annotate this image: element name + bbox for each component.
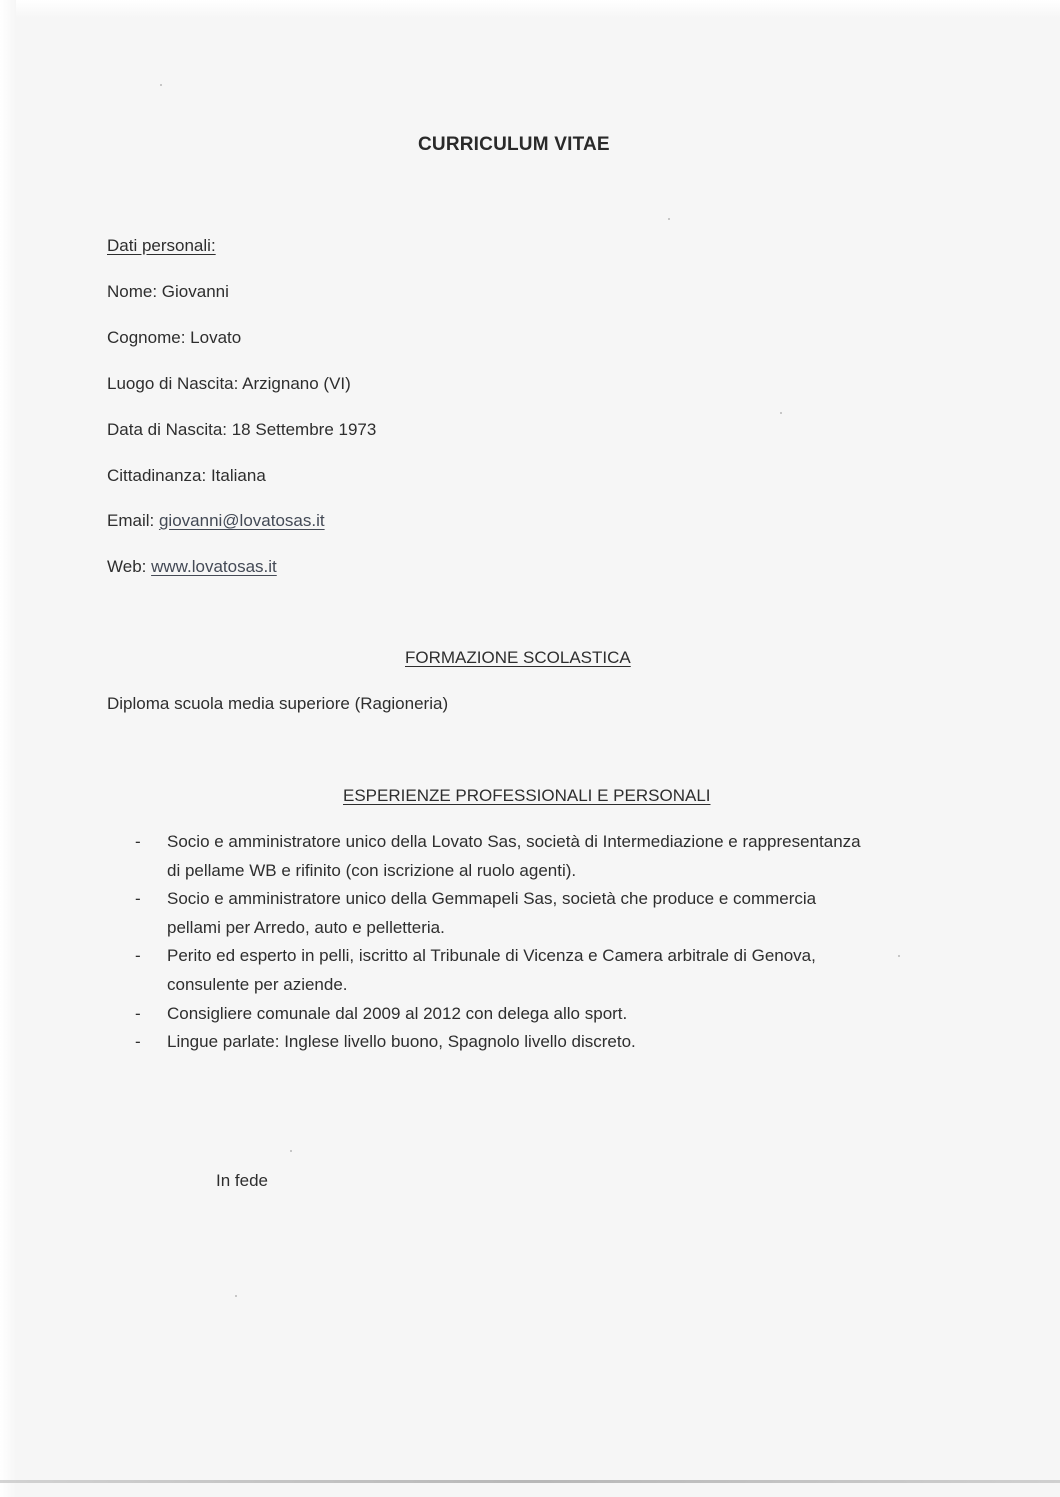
email-link[interactable]: giovanni@lovatosas.it (158, 511, 325, 530)
web-link[interactable]: www.lovatosas.it (151, 557, 277, 576)
citizenship-field: Cittadinanza: Italiana (107, 466, 266, 485)
list-item (135, 885, 955, 942)
scan-bottom-rule (0, 1480, 1060, 1483)
experience-line: Socio e amministratore unico della Gemmapeli Sas, società che produce e commercia (167, 889, 817, 909)
scan-speck (235, 1295, 237, 1297)
list-item (135, 942, 955, 999)
education-item: Diploma scuola media superiore (Ragioneria) (107, 694, 449, 713)
experience-heading: ESPERIENZE PROFESSIONALI E PERSONALI (343, 786, 711, 805)
scan-speck (780, 412, 782, 414)
list-item (135, 828, 955, 885)
bullet-dash: - (135, 832, 141, 851)
surname-field: Cognome: Lovato (107, 328, 242, 347)
scan-speck (668, 218, 670, 220)
experience-list (135, 828, 955, 1057)
scan-speck (290, 1150, 292, 1152)
experience-line: Consigliere comunale dal 2009 al 2012 con delega allo sport. (167, 1003, 628, 1023)
bullet-dash: - (135, 1003, 141, 1023)
web-field (107, 556, 277, 578)
experience-line: Socio e amministratore unico della Lovato Sas, società di Intermediazione e rappresentanza (167, 832, 861, 851)
scan-edge-top (0, 0, 1060, 18)
bullet-dash: - (135, 889, 141, 909)
birthplace-field: Luogo di Nascita: Arzignano (VI) (107, 374, 351, 393)
birthdate-field: Data di Nascita: 18 Settembre 1973 (107, 420, 377, 439)
experience-line: Perito ed esperto in pelli, iscritto al Tribunale di Vicenza e Camera arbitrale di Genova, (167, 946, 816, 966)
scan-edge-left (0, 0, 16, 1497)
name-field: Nome: Giovanni (107, 282, 229, 301)
bullet-dash: - (135, 1032, 141, 1052)
experience-line: pellami per Arredo, auto e pelletteria. (167, 917, 445, 937)
experience-line: Lingue parlate: Inglese livello buono, Spagnolo livello discreto. (167, 1032, 636, 1052)
list-item (135, 1000, 955, 1029)
web-label: Web: (107, 557, 152, 576)
scan-speck (160, 84, 162, 86)
bullet-dash: - (135, 946, 141, 966)
experience-line: di pellame WB e rifinito (con iscrizione al ruolo agenti). (167, 860, 577, 880)
scan-speck (898, 955, 900, 957)
document-title: CURRICULUM VITAE (418, 134, 610, 155)
education-heading: FORMAZIONE SCOLASTICA (405, 648, 631, 667)
experience-line: consulente per aziende. (167, 974, 348, 994)
email-field (107, 510, 325, 532)
personal-data-heading: Dati personali: (107, 236, 216, 255)
email-label: Email: (107, 511, 159, 530)
closing-text: In fede (216, 1171, 268, 1190)
list-item (135, 1028, 955, 1057)
